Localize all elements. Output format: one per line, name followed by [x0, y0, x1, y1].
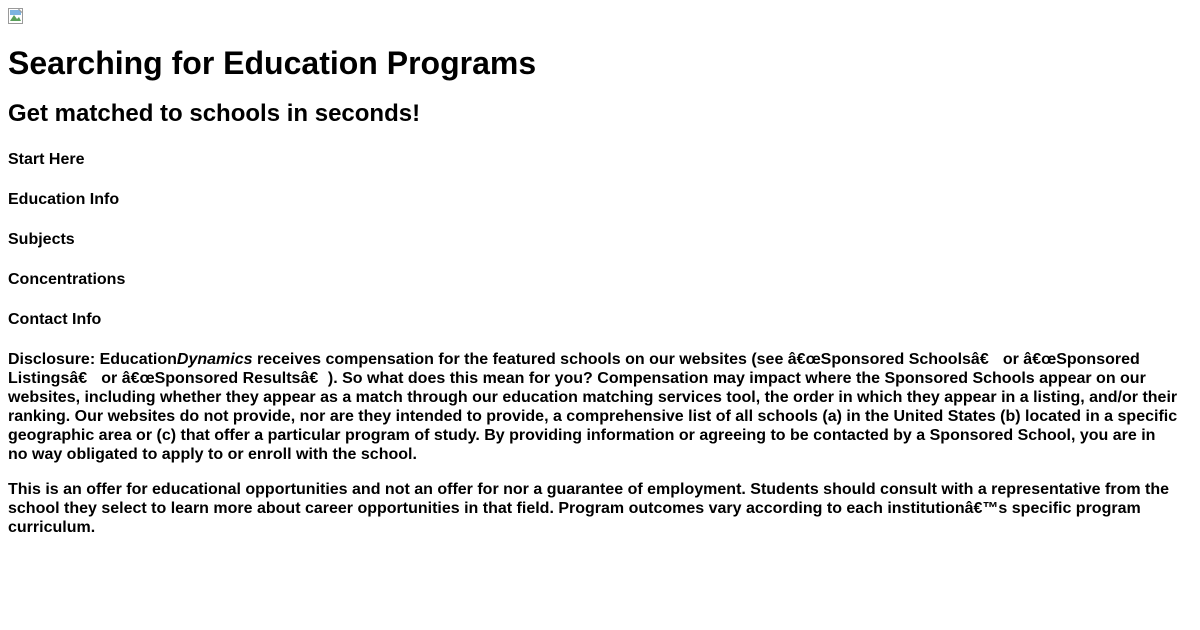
- broken-image-icon: [8, 8, 24, 24]
- disclosure-body: receives compensation for the featured schools on our websites (see â€œSponsored Schoolsâ€ or â€œSponsored Listingsâ€ or â€œSponsored Resultsâ€). So what does this mean for you? Compensation may impact where the Sponsored Schools appear on our websites, including whether they appear as a match through our education matching services tool, the order in which they appear in a listing, and/or their ranking. Our websites do not provide, nor are they intended to provide, a comprehensive list of all schools (a) in the United States (b) located in a specific geographic area or (c) that offer a particular program of study. By providing information or agreeing to be contacted by a Sponsored School, you are in no way obligated to apply to or enroll with the school.: [8, 351, 1178, 463]
- disclosure-prefix: Disclosure: Education: [8, 351, 177, 368]
- disclosure-text: [8, 350, 1178, 464]
- step-subjects: Subjects: [8, 231, 75, 248]
- page-subtitle: Get matched to schools in seconds!: [8, 100, 421, 127]
- step-contact-info: Contact Info: [8, 311, 102, 328]
- disclosure-brand: Dynamics: [176, 351, 253, 368]
- step-start-here: Start Here: [8, 151, 85, 168]
- step-concentrations: Concentrations: [8, 271, 126, 288]
- offer-text: This is an offer for educational opportunities and not an offer for nor a guarantee of employment. Students should consult with a representative from the school they select to learn more about career opportunities in that field. Program outcomes vary according to each institutionâ€™s specific program curriculum.: [8, 481, 1170, 536]
- page-title: Searching for Education Programs: [8, 45, 537, 81]
- step-education-info: Education Info: [8, 191, 120, 208]
